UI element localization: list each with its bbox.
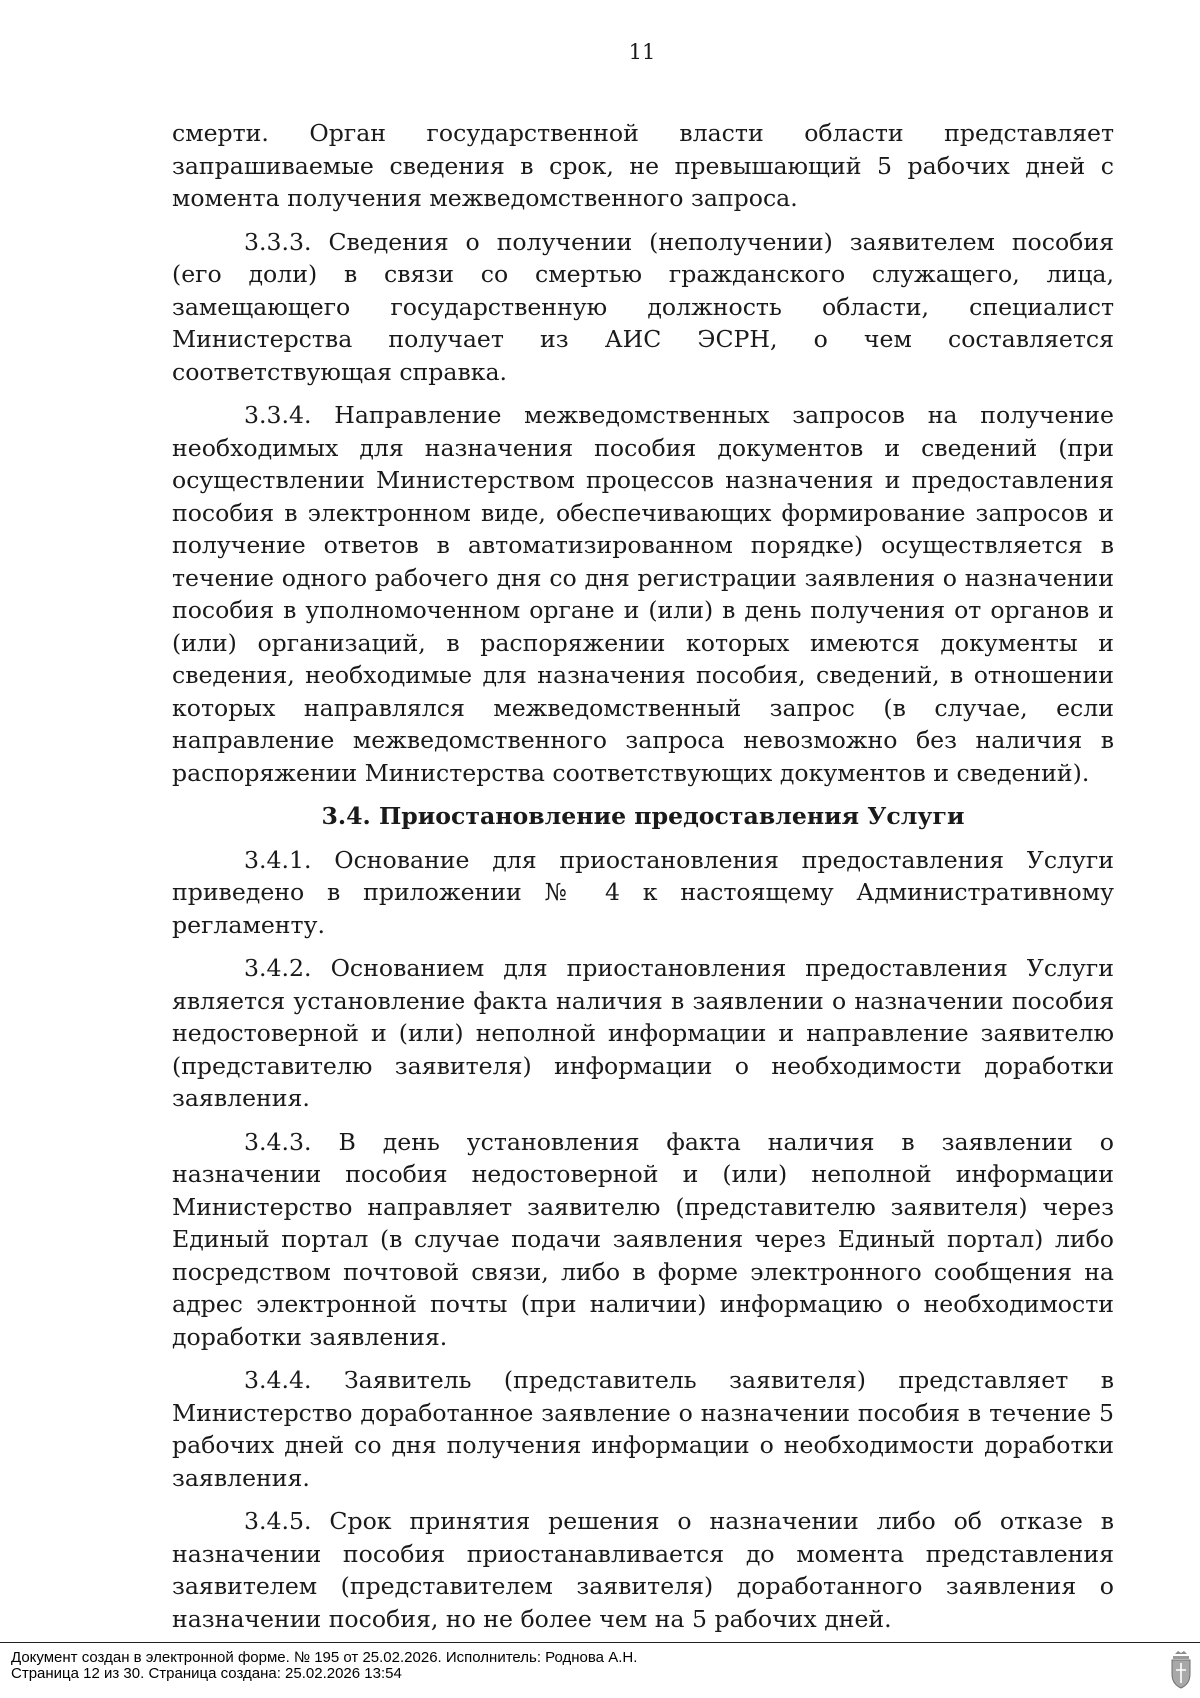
document-body (172, 117, 1114, 1646)
footer-document-info: Документ создан в электронной форме. № 195 от 25.02.2026. Исполнитель: Роднова А.Н. (11, 1649, 638, 1666)
coat-of-arms-icon (1170, 1650, 1192, 1690)
paragraph-3-4-3: 3.4.3. В день установления факта наличия в заявлении о назначении пособия недостоверной и (или) неполной информации Министерство направляет заявителю (представителю заявителя) через Единый портал (в случае подачи заявления через Единый портал) либо посредством почтовой связи, либо в форме электронного сообщения на адрес электронной почты (при наличии) информацию о необходимости доработки заявления. (172, 1127, 1114, 1351)
document-footer (0, 1642, 1200, 1698)
paragraph-continuation: смерти. Орган государственной власти области представляет запрашиваемые сведения в срок, не превышающий 5 рабочих дней с момента получения межведомственного запроса. (172, 119, 1114, 212)
section-heading-3-4: 3.4. Приостановление предоставления Услуги (321, 802, 965, 830)
paragraph-3-4-5: 3.4.5. Срок принятия решения о назначении либо об отказе в назначении пособия приостанавливается до момента представления заявителем (представителем заявителя) доработанного заявления о назначении пособия, но не более чем на 5 рабочих дней. (172, 1507, 1114, 1633)
paragraph-3-3-3: 3.3.3. Сведения о получении (неполучении) заявителем пособия (его доли) в связи со смертью гражданского служащего, лица, замещающего государственную должность области, специалист Министерства получает из АИС ЭСРН, о чем составляется соответствующая справка. (172, 227, 1114, 386)
paragraph-3-3-4: 3.3.4. Направление межведомственных запросов на получение необходимых для назначения пособия документов и сведений (при осуществлении Министерством процессов назначения и предоставления пособия в электронном виде, обеспечивающих формирование запросов и получение ответов в автоматизированном порядке) осуществляется в течение одного рабочего дня со дня регистрации заявления о назначении пособия в уполномоченном органе и (или) в день получения от органов и (или) организаций, в распоряжении которых имеются документы и сведения, необходимые для назначения пособия, сведений, в отношении которых направлялся межведомственный запрос (в случае, если направление межведомственного запроса невозможно без наличия в распоряжении Министерства соответствующих документов и сведений). (172, 401, 1114, 787)
footer-divider (0, 1642, 1200, 1643)
paragraph-3-4-2: 3.4.2. Основанием для приостановления предоставления Услуги является установление факта наличия в заявлении о назначении пособия недостоверной и (или) неполной информации и направление заявителю (представителю заявителя) информации о необходимости доработки заявления. (172, 954, 1114, 1112)
footer-text (11, 1650, 637, 1682)
footer-page-info: Страница 12 из 30. Страница создана: 25.02.2026 13:54 (11, 1665, 402, 1682)
paragraph-3-4-1: 3.4.1. Основание для приостановления предоставления Услуги приведено в приложении № 4 к настоящему Административному регламенту. (172, 845, 1114, 939)
paragraph-3-4-4: 3.4.4. Заявитель (представитель заявителя) представляет в Министерство доработанное заявление о назначении пособия в течение 5 рабочих дней со дня получения информации о необходимости доработки заявления. (172, 1366, 1114, 1492)
page-number: 11 (628, 40, 656, 64)
